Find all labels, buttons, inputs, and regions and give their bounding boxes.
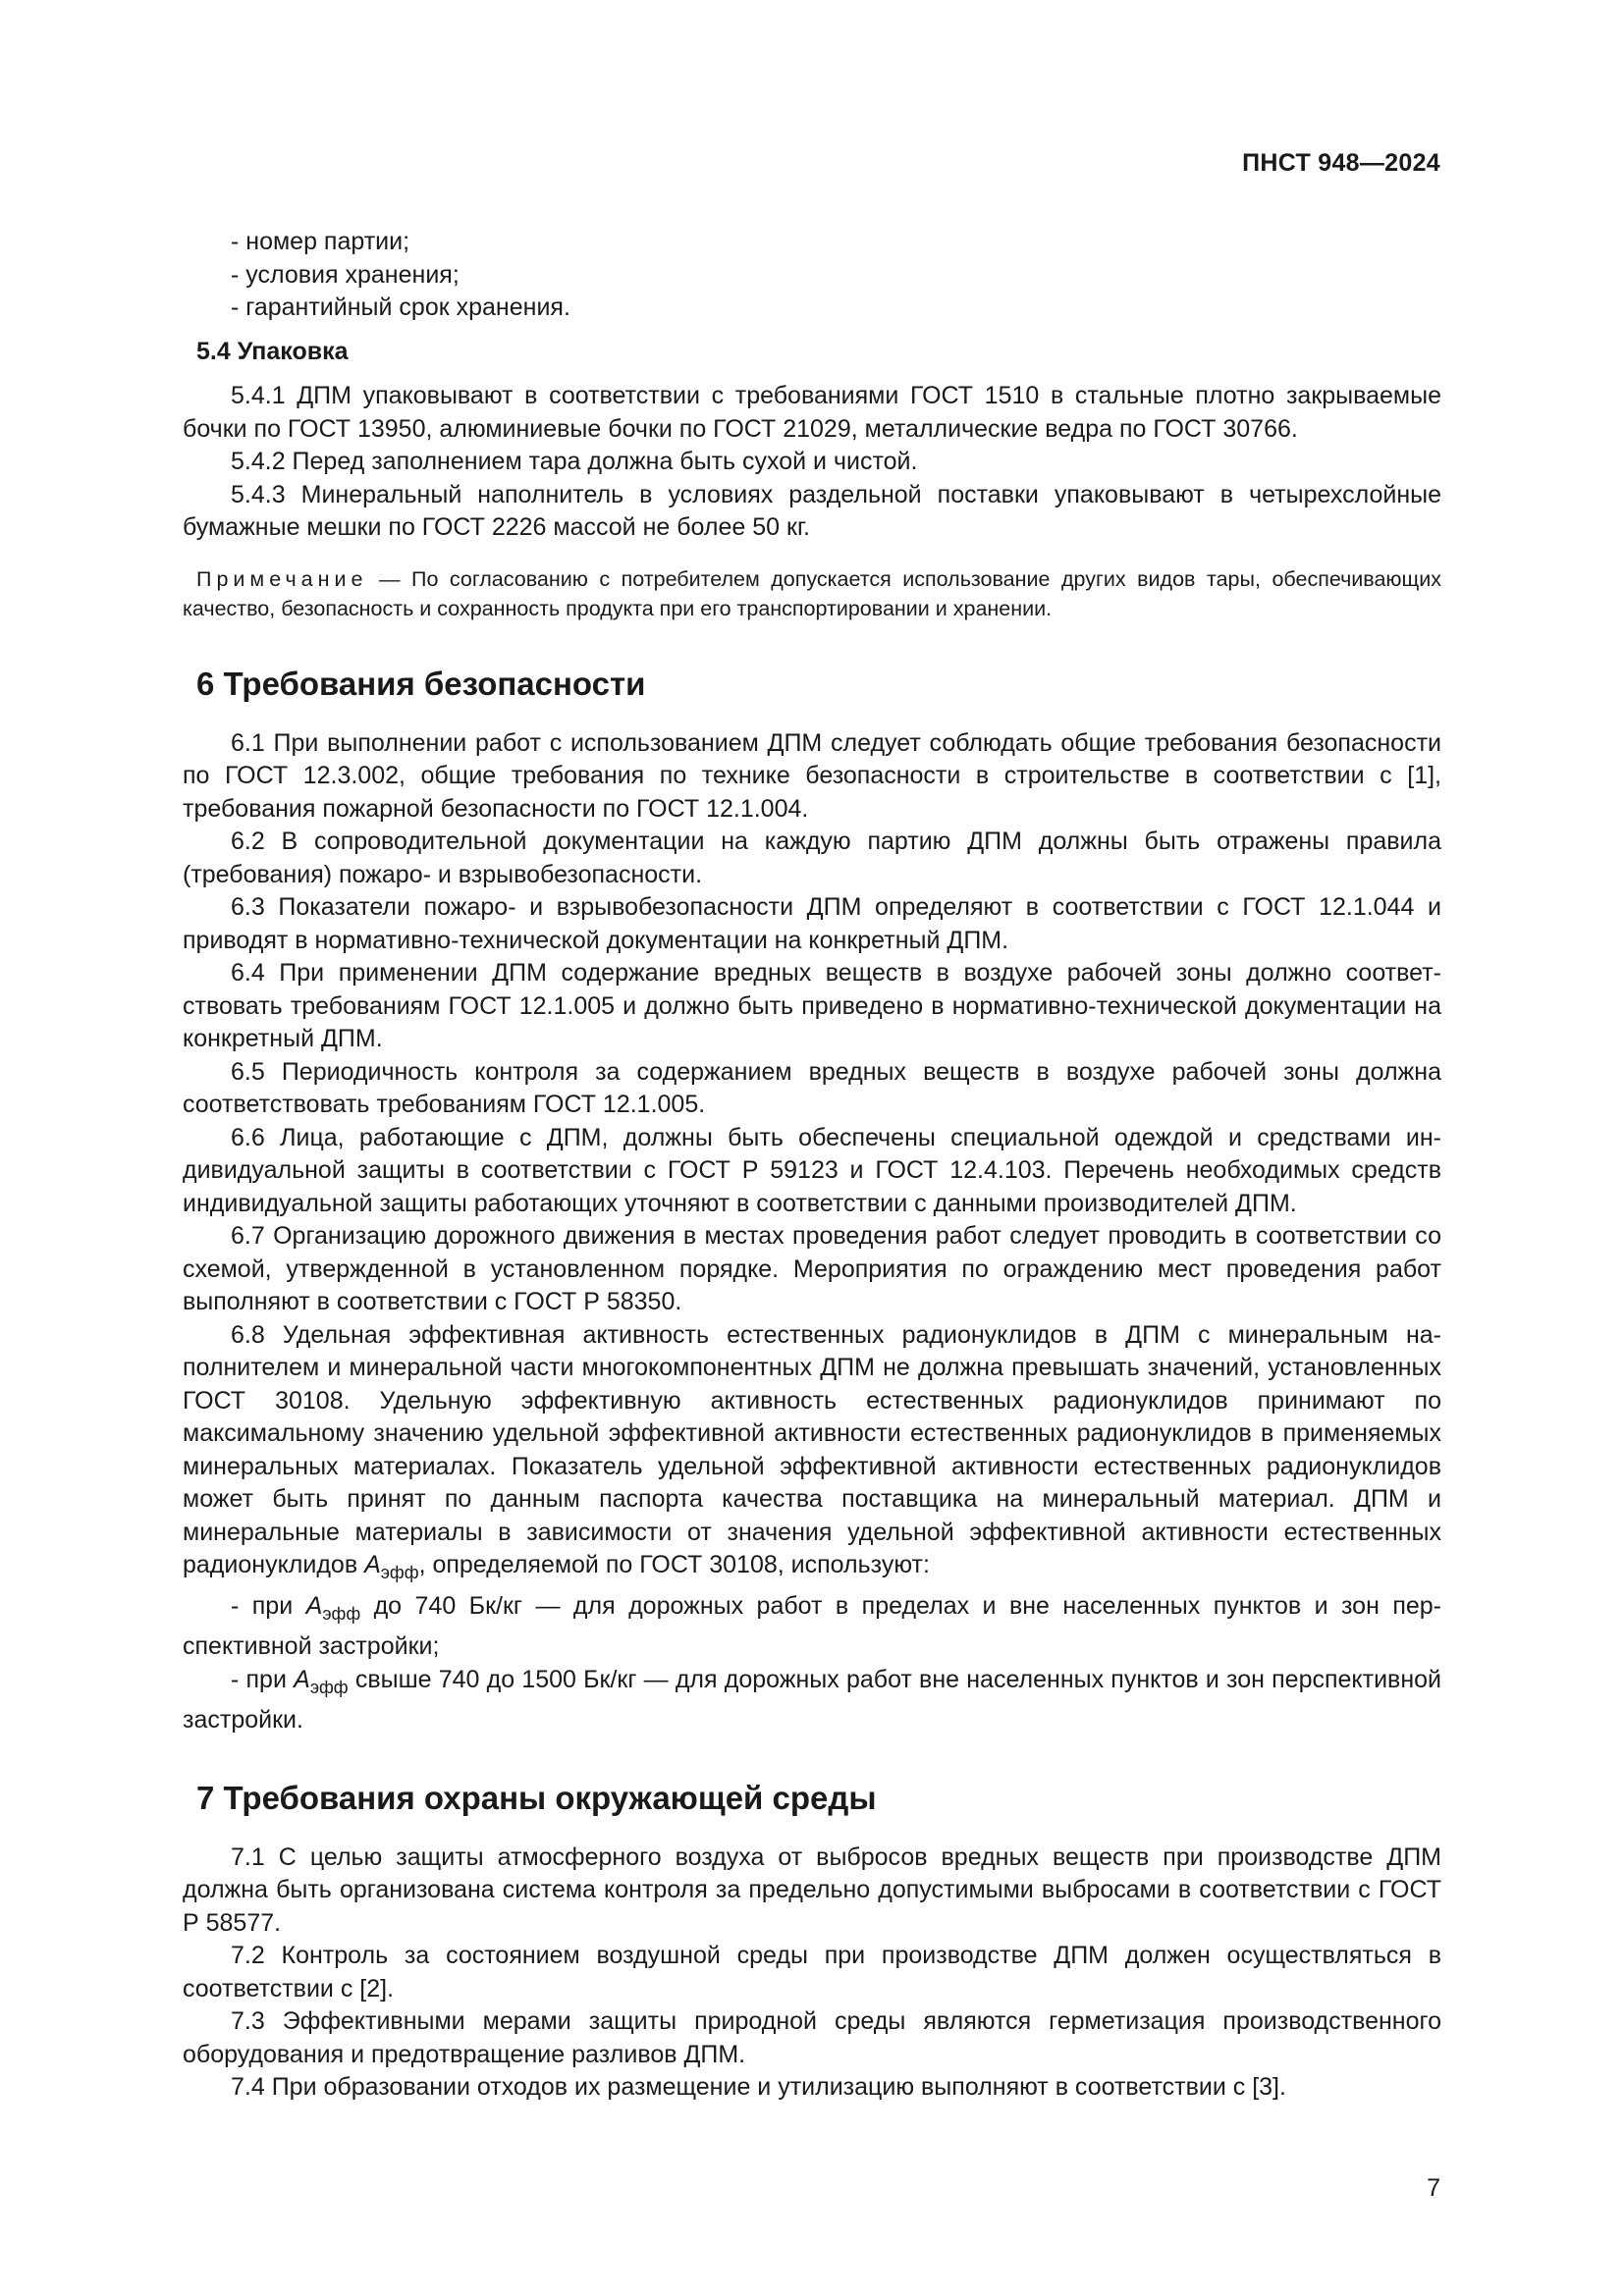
paragraph-7-1: 7.1 С целью защиты атмосферного воздуха от выбросов вредных веществ при производстве ДПМ должна быть организована система контроля за предельно допустимыми выбросами в соответствии с ГОСТ Р 58577. bbox=[183, 1842, 1441, 1937]
paragraph-5-4-1: 5.4.1 ДПМ упаковывают в соответствии с требованиями ГОСТ 1510 в стальные плотно закрываемые бочки по ГОСТ 13950, алюминиевые бочки по ГОСТ 21029, металлические ведра по ГОСТ 30766. bbox=[183, 382, 1441, 443]
paragraph-6-4: 6.4 При применении ДПМ содержание вредных веществ в воздухе рабочей зоны должно соответствовать требованиям ГОСТ 12.1.005 и должно быть приведено в нормативно-технической документации на конкретный ДПМ. bbox=[183, 959, 1441, 1052]
document-code: ПНСТ 948—2024 bbox=[1242, 149, 1440, 177]
activity-symbol: A bbox=[364, 1551, 381, 1578]
activity-symbol: A bbox=[305, 1591, 323, 1620]
paragraph-6-5: 6.5 Периодичность контроля за содержанием вредных веществ в воздухе рабочей зоны должна соответствовать требованиям ГОСТ 12.1.005. bbox=[183, 1057, 1441, 1118]
section-heading-7: 7 Требования охраны окружающей среды bbox=[196, 1779, 877, 1816]
list-item-end: до 740 Бк/кг — для дорожных работ в пределах и вне населенных пунктов и зон перспективной застройки; bbox=[183, 1591, 1441, 1660]
paragraph-5-4-3: 5.4.3 Минеральный наполнитель в условиях раздельной поставки упаковывают в четырехслойные бумажные мешки по ГОСТ 2226 массой не более 50 кг. bbox=[183, 480, 1441, 541]
list-item-start: - при bbox=[231, 1591, 306, 1620]
paragraph-5-4-2: 5.4.2 Перед заполнением тара должна быть сухой и чистой. bbox=[231, 448, 918, 475]
paragraph-7-4: 7.4 При образовании отходов их размещение и утилизацию выполняют в соответствии с [3]. bbox=[231, 2073, 1286, 2101]
paragraph-6-8 bbox=[183, 1319, 1441, 1590]
list-item bbox=[183, 1664, 1441, 1737]
activity-subscript: эфф bbox=[322, 1603, 361, 1624]
list-item: - номер партии; bbox=[231, 228, 410, 255]
paragraph-6-7: 6.7 Организацию дорожного движения в местах проведения работ следует проводить в соответствии со схемой, утвержденной в установленном порядке. Мероприятия по ограждению мест проведения работ выполняют в соответствии с ГОСТ Р 58350. bbox=[183, 1222, 1441, 1315]
paragraph-6-8-end: , определяемой по ГОСТ 30108, используют: bbox=[418, 1551, 930, 1578]
note bbox=[183, 564, 1441, 623]
activity-subscript: эфф bbox=[380, 1563, 419, 1582]
list-item-start: - при bbox=[231, 1665, 295, 1693]
list-item: - гарантийный срок хранения. bbox=[231, 294, 570, 321]
paragraph-7-3: 7.3 Эффективными мерами защиты природной среды являются герметизация производственного оборудования и предотвращение разливов ДПМ. bbox=[183, 2007, 1441, 2068]
subsection-heading-5-4: 5.4 Упаковка bbox=[196, 337, 349, 365]
paragraph-6-2: 6.2 В сопроводительной документации на каждую партию ДПМ должны быть отражены правила (требования) пожаро- и взрывобезопасности. bbox=[183, 828, 1441, 888]
page-number: 7 bbox=[1427, 2174, 1440, 2202]
paragraph-6-8-text: 6.8 Удельная эффективная активность естественных радионуклидов в ДПМ с минеральным наполнителем и минеральной части многокомпонентных ДПМ не должна превышать значений, установленных ГОСТ 30108. Удельную эффективную активность естественных радионуклидов принимают по максимальному значению удельной эффективной активности естественных радионуклидов в применяемых минеральных материалах. Показатель удельной эффективной активности естественных радионуклидов может быть принят по данным паспорта качества поставщика на минеральный материал. ДПМ и минеральные материалы в зависимости от значения удельной эффективной активности естественных радионуклидов bbox=[183, 1320, 1441, 1578]
list-item bbox=[183, 1590, 1441, 1664]
paragraph-6-1: 6.1 При выполнении работ с использованием ДПМ следует соблюдать общие требования безопасности по ГОСТ 12.3.002, общие требования по технике безопасности в строительстве в соответствии с [1], требования пожарной безопасности по ГОСТ 12.1.004. bbox=[183, 728, 1441, 823]
paragraph-6-3: 6.3 Показатели пожаро- и взрывобезопасности ДПМ определяют в соответствии с ГОСТ 12.1.044 и приводят в нормативно-технической документации на конкретный ДПМ. bbox=[183, 893, 1441, 954]
activity-symbol: A bbox=[294, 1665, 310, 1693]
list-item: - условия хранения; bbox=[231, 260, 460, 289]
page-content bbox=[183, 226, 1441, 2105]
paragraph-6-6: 6.6 Лица, работающие с ДПМ, должны быть обеспечены специальной одеждой и средствами индивидуальной защиты в соответствии с ГОСТ Р 59123 и ГОСТ 12.4.103. Перечень необходимых средств индивидуальной защиты работающих уточняют в соответствии с данными производителей ДПМ. bbox=[183, 1123, 1441, 1217]
list-item-end: свыше 740 до 1500 Бк/кг — для дорожных работ вне населенных пунктов и зон перспективной застройки. bbox=[183, 1665, 1442, 1734]
note-text: — По согласованию с потребителем допускается использование других видов тары, обеспечивающих качество, безопасность и сохранность продукта при его транспортировании и хранении. bbox=[183, 566, 1441, 620]
note-label: Примечание bbox=[196, 566, 368, 591]
paragraph-7-2: 7.2 Контроль за состоянием воздушной среды при производстве ДПМ должен осуществляться в соответствии с [2]. bbox=[183, 1942, 1441, 2002]
activity-subscript: эфф bbox=[309, 1677, 349, 1697]
section-heading-6: 6 Требования безопасности bbox=[196, 665, 646, 702]
